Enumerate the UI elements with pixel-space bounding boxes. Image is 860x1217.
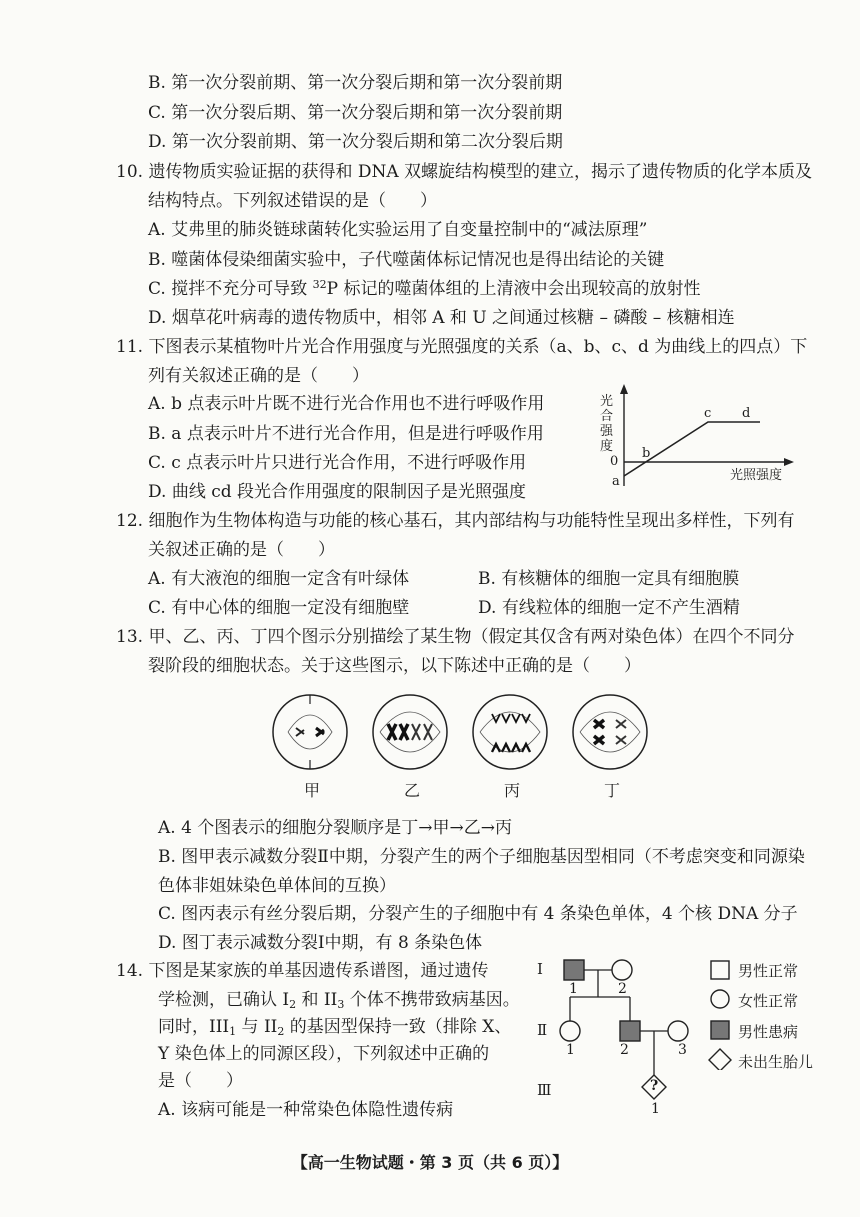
page-footer: 【高一生物试题・第 3 页（共 6 页）】 [291,1153,569,1172]
graph-point-d: d [742,406,751,421]
q12-option-d: D. 有线粒体的细胞一定不产生酒精 [478,598,740,618]
q11-option-a: A. b 点表示叶片既不进行光合作用也不进行呼吸作用 [148,394,545,414]
legend-male-normal: 男性正常 [738,962,799,980]
cell-caption-jia: 甲 [304,781,321,800]
cell-bing [473,695,547,769]
q13-stem-line2: 裂阶段的细胞状态。关于这些图示，以下陈述中正确的是（ ） [148,656,641,676]
gen-label-2: Ⅱ [537,1021,548,1039]
q14-stem-line3: 同时，$III_1$ 与 $II_2$ 的基因型保持一致（排除 X、 [158,1017,512,1038]
q9-option-c: C. 第一次分裂后期、第一次分裂后期和第一次分裂前期 [148,103,563,123]
cell-division-figures [270,690,650,780]
q12-option-c: C. 有中心体的细胞一定没有细胞壁 [148,598,410,618]
q14-option-a: A. 该病可能是一种常染色体隐性遗传病 [158,1100,454,1120]
gen-label-1: Ⅰ [537,960,543,978]
q14-stem-line2: 学检测，已确认 $I_2$ 和 $II_3$ 个体不携带致病基因。 [158,990,520,1011]
cell-ding [573,695,647,769]
q12-stem-line2: 关叙述正确的是（ ） [148,540,335,560]
cell-caption-yi: 乙 [404,781,421,800]
graph-point-c: c [704,406,712,421]
q13-option-d: D. 图丁表示减数分裂Ⅰ中期，有 8 条染色体 [158,933,483,953]
graph-origin: 0 [610,454,619,469]
gen-label-3: Ⅲ [537,1081,552,1099]
cell-yi [373,695,447,769]
q10-stem-line1: 10. 遗传物质实验证据的获得和 DNA 双螺旋结构模型的建立，揭示了遗传物质的化学本质及 [116,162,813,182]
legend-male-affected: 男性患病 [738,1023,799,1041]
q12-option-a: A. 有大液泡的细胞一定含有叶绿体 [148,569,410,589]
q13-stem-line1: 13. 甲、乙、丙、丁四个图示分别描绘了某生物（假定其仅含有两对染色体）在四个不同分 [116,627,795,647]
q11-option-d: D. 曲线 cd 段光合作用强度的限制因子是光照强度 [148,482,527,502]
ped-II1-label: 1 [566,1042,575,1058]
q9-option-b: B. 第一次分裂前期、第一次分裂后期和第一次分裂前期 [148,73,563,93]
q13-option-b-line1: B. 图甲表示减数分裂Ⅱ中期，分裂产生的两个子细胞基因型相同（不考虑突变和同源染 [158,847,805,867]
cell-jia [273,695,347,769]
legend-unborn: 未出生胎儿 [738,1053,814,1071]
ped-I1-label: 1 [569,981,578,997]
unborn-question-mark: ? [650,1078,659,1094]
q14-stem-line4: Y 染色体上的同源区段），下列叙述中正确的 [158,1044,490,1064]
q13-option-c: C. 图丙表示有丝分裂后期，分裂产生的子细胞中有 4 条染色单体，4 个核 DNA 分子 [158,904,798,924]
q10-option-a: A. 艾弗里的肺炎链球菌转化实验运用了自变量控制中的“减法原理” [148,220,648,240]
graph-ylabel: 光合强度 [600,394,614,454]
q12-stem-line1: 12. 细胞作为生物体构造与功能的核心基石，其内部结构与功能特性呈现出多样性，下列有 [116,511,795,531]
q10-option-d: D. 烟草花叶病毒的遗传物质中，相邻 A 和 U 之间通过核糖 – 磷酸 – 核糖相连 [148,308,735,328]
q12-option-b: B. 有核糖体的细胞一定具有细胞膜 [478,569,740,589]
pedigree-chart [530,955,710,1115]
q9-option-d: D. 第一次分裂前期、第一次分裂后期和第二次分裂后期 [148,132,563,152]
q13-option-b-line2: 色体非姐妹染色单体间的互换） [158,876,396,896]
q11-stem-line2: 列有关叙述正确的是（ ） [148,366,369,386]
cell-caption-ding: 丁 [604,781,621,800]
photosynthesis-graph [598,382,798,492]
graph-point-b: b [642,446,651,461]
ped-I2-label: 2 [618,981,627,997]
graph-point-a: a [612,474,620,489]
ped-II2-label: 2 [620,1042,629,1058]
q10-option-c: C. 搅拌不充分可导致 $^{32}$P 标记的噬菌体组的上清液中会出现较高的放射性 [148,278,701,299]
q11-stem-line1: 11. 下图表示某植物叶片光合作用强度与光照强度的关系（a、b、c、d 为曲线上的四点）下 [116,337,808,357]
q14-stem-line5: 是（ ） [158,1071,243,1091]
cell-caption-bing: 丙 [504,781,521,800]
q10-stem-line2: 结构特点。下列叙述错误的是（ ） [148,191,437,211]
pedigree-legend-symbols [706,958,736,1070]
q14-stem-line1: 14. 下图是某家族的单基因遗传系谱图，通过遗传 [116,961,489,981]
q11-option-b: B. a 点表示叶片不进行光合作用，但是进行呼吸作用 [148,424,544,444]
graph-xlabel: 光照强度 [730,468,783,483]
q13-option-a: A. 4 个图表示的细胞分裂顺序是丁→甲→乙→丙 [158,818,513,838]
q10-option-b: B. 噬菌体侵染细菌实验中，子代噬菌体标记情况也是得出结论的关键 [148,250,665,270]
q11-option-c: C. c 点表示叶片只进行光合作用，不进行呼吸作用 [148,453,527,473]
ped-II3-label: 3 [678,1042,687,1058]
legend-female-normal: 女性正常 [738,992,799,1010]
ped-III1-label: 1 [651,1101,660,1117]
